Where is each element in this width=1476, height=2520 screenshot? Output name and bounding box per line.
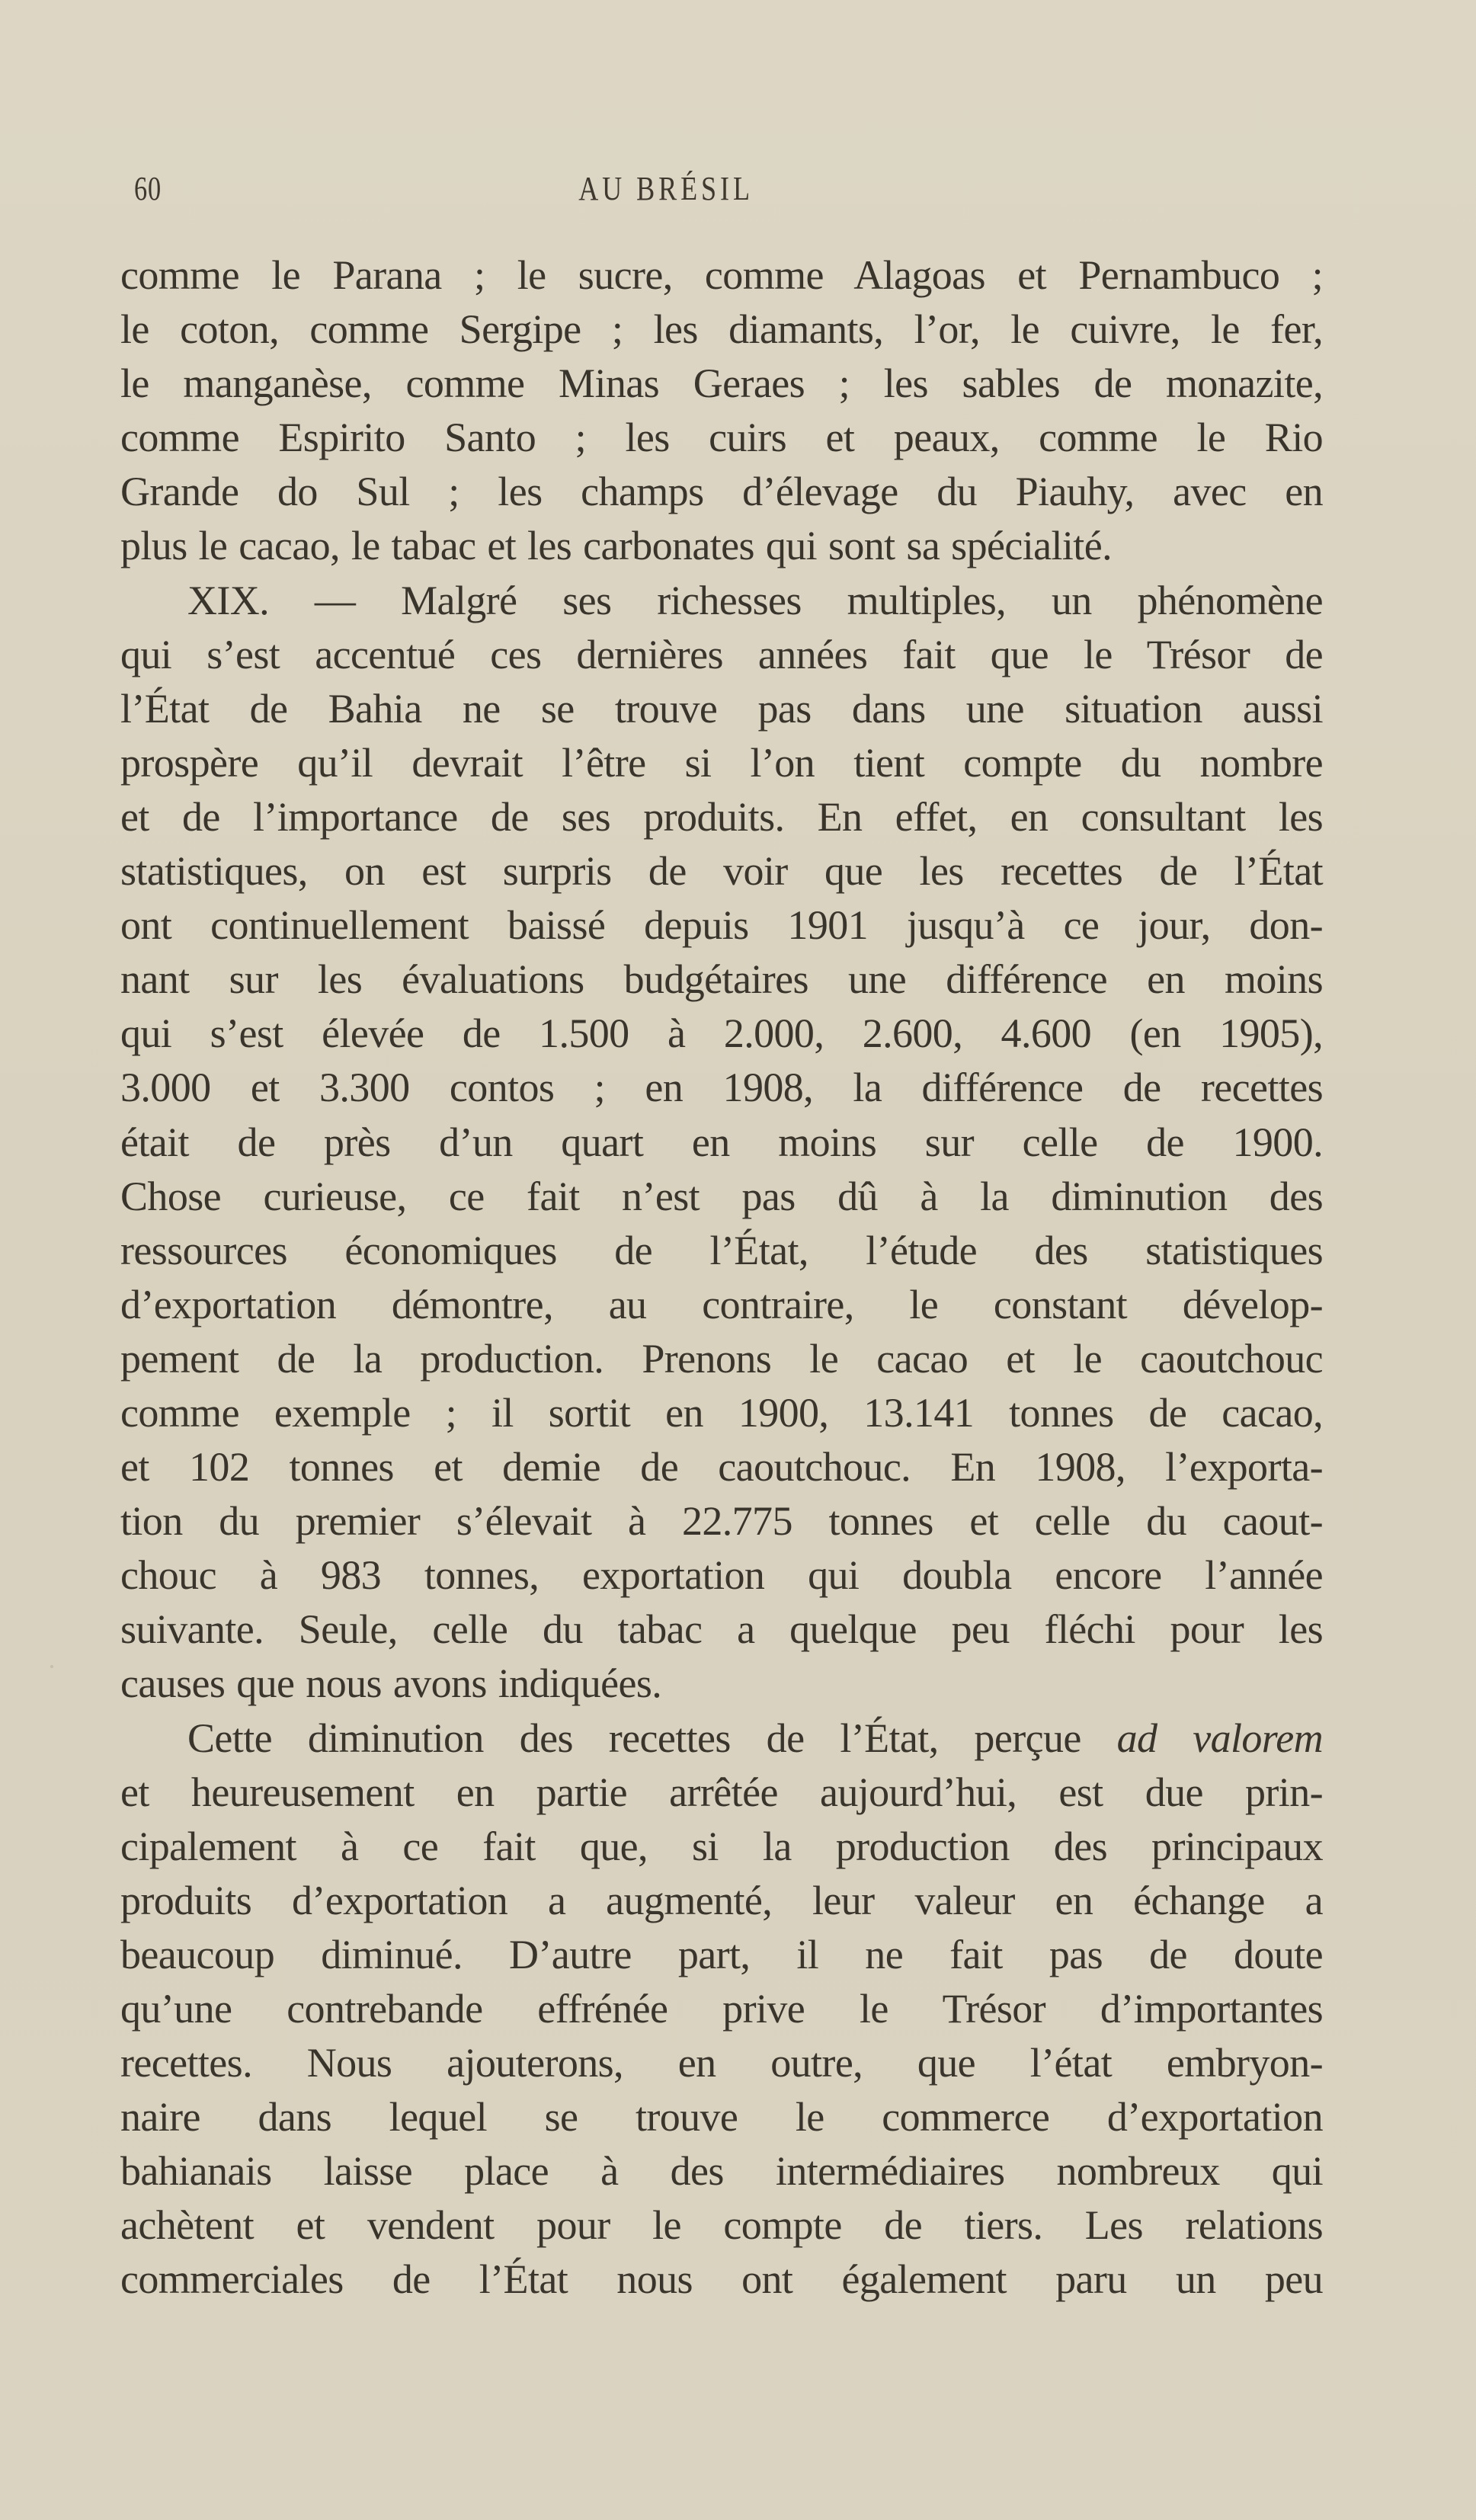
text-line: statistiques, on est surpris de voir que les recettes de l’État — [120, 848, 1323, 895]
text-line: était de près d’un quart en moins sur celle de 1900. — [120, 1119, 1323, 1165]
running-head — [120, 169, 1303, 215]
text-line: pement de la production. Prenons le cacao et le caoutchouc — [120, 1335, 1323, 1382]
text-line: naire dans lequel se trouve le commerce d’exportation — [120, 2094, 1323, 2141]
body-text — [120, 248, 1323, 2307]
text-line: plus le cacao, le tabac et les carbonates qui sont sa spécialité. — [120, 523, 1112, 569]
text-line: l’État de Bahia ne se trouve pas dans une situation aussi — [120, 685, 1323, 732]
text-line: qui s’est élevée de 1.500 à 2.000, 2.600, 4.600 (en 1905), — [120, 1010, 1323, 1057]
text-line: prospère qu’il devrait l’être si l’on tient compte du nombre — [120, 739, 1323, 786]
text-line: qui s’est accentué ces dernières années fait que le Trésor de — [120, 631, 1323, 677]
running-title-text: AU BRÉSIL — [578, 170, 754, 207]
text-line: tion du premier s’élevait à 22.775 tonnes et celle du caout- — [120, 1498, 1323, 1545]
text-line: d’exportation démontre, au contraire, le constant dévelop- — [120, 1281, 1323, 1327]
text-line: le manganèse, comme Minas Geraes ; les sables de monazite, — [120, 360, 1323, 407]
page-number: 60 — [134, 170, 162, 207]
italic-phrase: ad valorem — [1116, 1715, 1323, 1761]
text-line: comme le Parana ; le sucre, comme Alagoas et Pernambuco ; — [120, 252, 1323, 298]
text-line: produits d’exportation a augmenté, leur valeur en échange a — [120, 1877, 1323, 1923]
text-line: cipalement à ce fait que, si la production des principaux — [120, 1823, 1323, 1869]
paragraph-first-line — [120, 1711, 1323, 1766]
text-line: et de l’importance de ses produits. En effet, en consultant les — [120, 793, 1323, 840]
text-line: Chose curieuse, ce fait n’est pas dû à la diminution des — [120, 1173, 1323, 1219]
text-line: causes que nous avons indiquées. — [120, 1660, 662, 1707]
text-line: 3.000 et 3.300 contos ; en 1908, la différence de recettes — [120, 1065, 1323, 1111]
running-title — [120, 169, 1303, 208]
paragraph-first-line: XIX. — Malgré ses richesses multiples, un phénomène — [187, 577, 1323, 623]
text-run: Cette diminution des recettes de l’État, perçue — [187, 1715, 1117, 1761]
paper-speck — [50, 1665, 53, 1668]
text-line: chouc à 983 tonnes, exportation qui doubla encore l’année — [120, 1552, 1323, 1599]
text-line: comme Espirito Santo ; les cuirs et peaux, comme le Rio — [120, 415, 1323, 461]
text-line: bahianais laisse place à des intermédiaires nombreux qui — [120, 2148, 1323, 2195]
text-line: recettes. Nous ajouterons, en outre, que l’état embryon- — [120, 2040, 1323, 2086]
text-line: suivante. Seule, celle du tabac a quelque peu fléchi pour les — [120, 1606, 1323, 1653]
text-line: comme exemple ; il sortit en 1900, 13.141 tonnes de cacao, — [120, 1389, 1323, 1436]
text-line: commerciales de l’État nous ont également paru un peu — [120, 2256, 1323, 2303]
text-line: ressources économiques de l’État, l’étude des statistiques — [120, 1227, 1323, 1273]
text-line: beaucoup diminué. D’autre part, il ne fait pas de doute — [120, 1931, 1323, 1977]
text-line: nant sur les évaluations budgétaires une différence en moins — [120, 956, 1323, 1003]
text-line: Grande do Sul ; les champs d’élevage du Piauhy, avec en — [120, 469, 1323, 515]
text-line: et 102 tonnes et demie de caoutchouc. En 1908, l’exporta- — [120, 1444, 1323, 1491]
text-line: ont continuellement baissé depuis 1901 jusqu’à ce jour, don- — [120, 902, 1323, 949]
text-line: et heureusement en partie arrêtée aujourd’hui, est due prin- — [120, 1769, 1323, 1815]
text-line: qu’une contrebande effrénée prive le Trésor d’importantes — [120, 1986, 1323, 2032]
text-line: achètent et vendent pour le compte de tiers. Les relations — [120, 2202, 1323, 2249]
text-line: le coton, comme Sergipe ; les diamants, l’or, le cuivre, le fer, — [120, 306, 1323, 353]
